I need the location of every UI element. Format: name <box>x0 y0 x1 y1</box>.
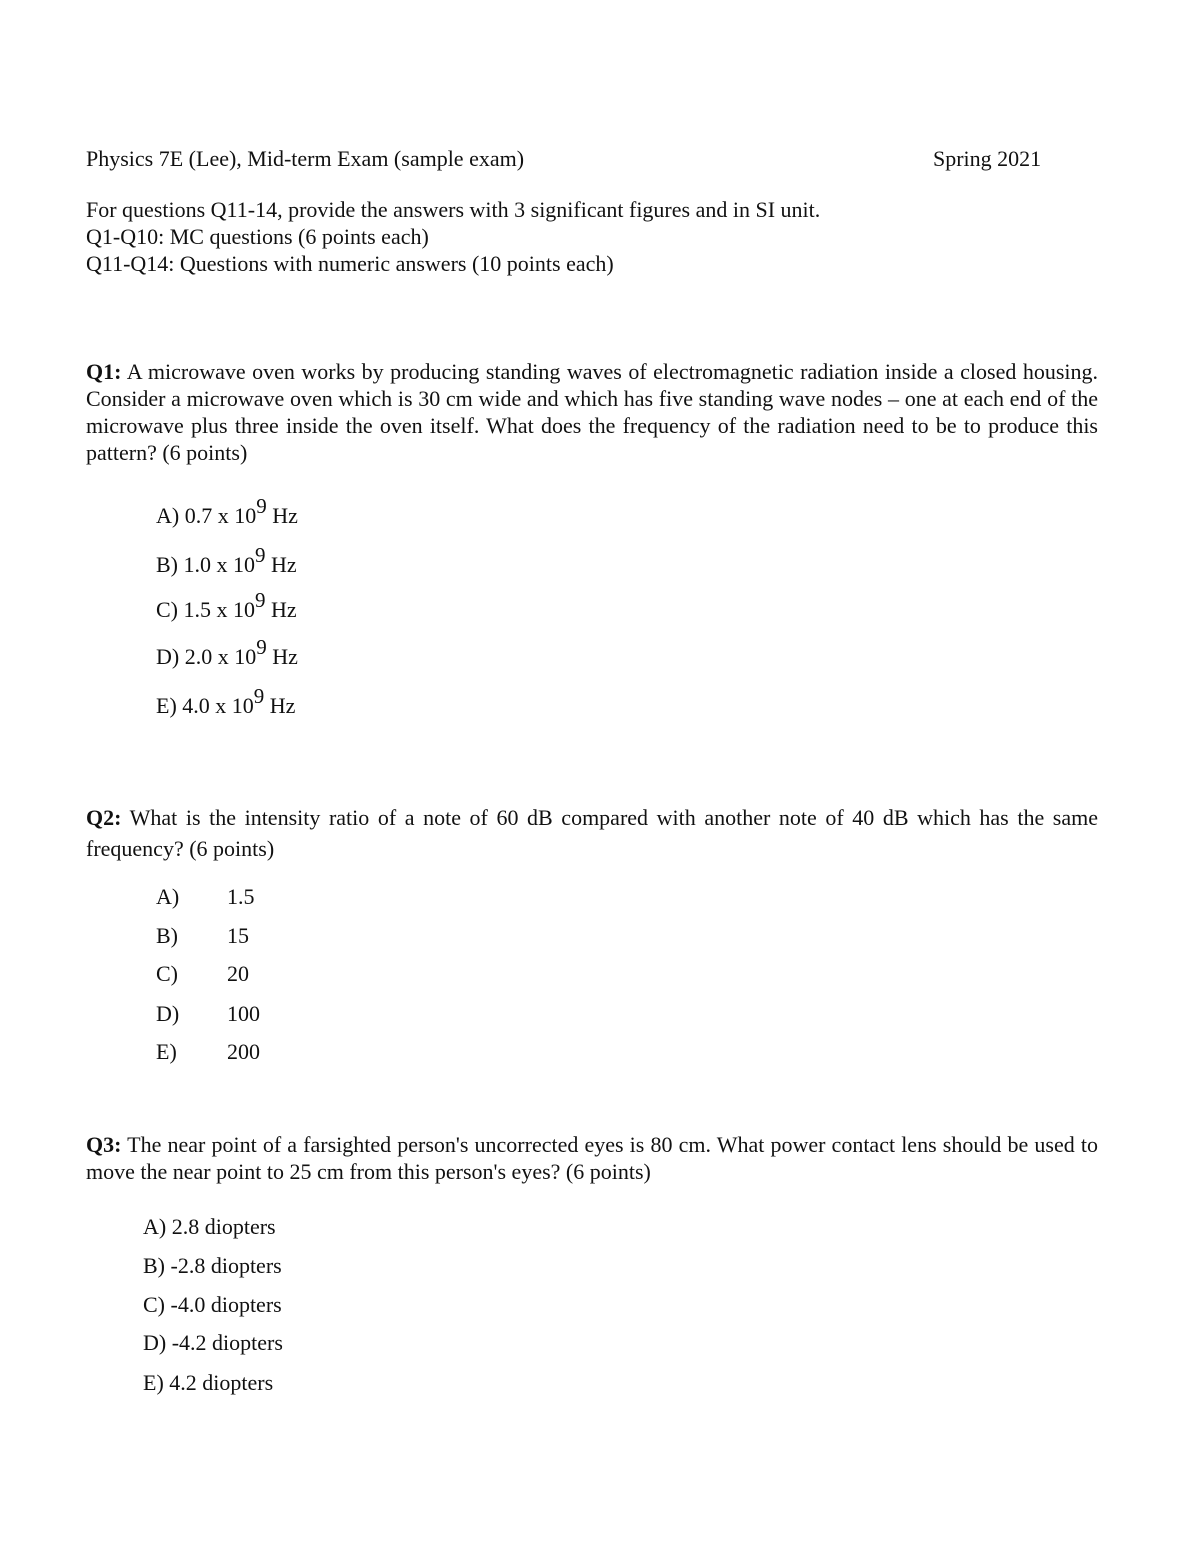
option-value: 15 <box>227 923 249 948</box>
q1-option-d[interactable] <box>156 635 298 671</box>
question-2 <box>86 802 1098 864</box>
q1-option-c[interactable] <box>156 588 297 624</box>
q2-option-a[interactable] <box>156 883 356 910</box>
option-mantissa: 0.7 x 10 <box>184 503 257 528</box>
question-label: Q1: <box>86 359 122 384</box>
option-letter: D) <box>156 1001 180 1026</box>
option-letter: C) <box>156 961 178 986</box>
q2-option-b[interactable] <box>156 922 356 949</box>
option-mantissa: 1.5 x 10 <box>183 597 255 622</box>
option-unit: Hz <box>272 644 298 669</box>
exam-title: Physics 7E (Lee), Mid-term Exam (sample exam) <box>86 146 525 171</box>
option-letter: B) <box>156 923 178 948</box>
instructions <box>86 196 1106 277</box>
q3-option-b[interactable]: B) -2.8 diopters <box>143 1253 282 1278</box>
instruction-line: Q1-Q10: MC questions (6 points each) <box>86 224 429 249</box>
option-letter: E) <box>156 693 177 718</box>
option-exponent: 9 <box>256 635 267 659</box>
question-1 <box>86 358 1098 466</box>
option-unit: Hz <box>269 693 296 718</box>
q3-option-a[interactable]: A) 2.8 diopters <box>143 1214 276 1239</box>
option-letter: A) <box>156 503 180 528</box>
option-letter: E) <box>156 1039 177 1064</box>
q2-option-c[interactable] <box>156 960 356 987</box>
exam-term: Spring 2021 <box>933 146 1042 171</box>
q3-option-e[interactable]: E) 4.2 diopters <box>143 1370 274 1395</box>
option-letter: D) <box>156 644 180 669</box>
question-label: Q3: <box>86 1132 122 1157</box>
option-value: 20 <box>227 961 249 986</box>
question-text: The near point of a farsighted person's uncorrected eyes is 80 cm. What power contact lens should be used to move the near point to 25 cm from this person's eyes? (6 points) <box>86 1132 1098 1184</box>
instruction-line: For questions Q11-14, provide the answers with 3 significant figures and in SI unit. <box>86 197 821 222</box>
q1-option-e[interactable] <box>156 684 296 720</box>
q2-option-e[interactable] <box>156 1038 356 1065</box>
option-value: 1.5 <box>227 884 255 909</box>
question-3 <box>86 1131 1098 1185</box>
q3-option-d[interactable]: D) -4.2 diopters <box>143 1330 283 1355</box>
q2-option-d[interactable] <box>156 1000 356 1027</box>
option-exponent: 9 <box>256 494 267 518</box>
option-unit: Hz <box>271 552 297 577</box>
option-letter: B) <box>156 552 178 577</box>
option-unit: Hz <box>271 597 297 622</box>
option-mantissa: 4.0 x 10 <box>182 693 254 718</box>
option-unit: Hz <box>272 503 298 528</box>
option-mantissa: 2.0 x 10 <box>184 644 257 669</box>
option-letter: A) <box>156 884 180 909</box>
q1-option-a[interactable] <box>156 494 298 530</box>
option-mantissa: 1.0 x 10 <box>183 552 255 577</box>
instruction-line: Q11-Q14: Questions with numeric answers (10 points each) <box>86 251 614 276</box>
question-label: Q2: <box>86 805 122 830</box>
q3-option-c[interactable]: C) -4.0 diopters <box>143 1292 282 1317</box>
option-value: 200 <box>227 1039 260 1064</box>
option-exponent: 9 <box>253 684 265 708</box>
option-exponent: 9 <box>255 588 266 612</box>
question-text: What is the intensity ratio of a note of 60 dB compared with another note of 40 dB which has the same frequency? (6 points) <box>86 805 1098 861</box>
q1-option-b[interactable] <box>156 543 297 579</box>
option-letter: C) <box>156 597 178 622</box>
question-text: A microwave oven works by producing standing waves of electromagnetic radiation inside a closed housing. Consider a microwave oven which is 30 cm wide and which has five standing wave nodes – one at each end of the microwave plus three inside the oven itself. What does the frequency of the radiation need to be to produce this pattern? (6 points) <box>86 359 1098 465</box>
option-exponent: 9 <box>255 543 266 567</box>
option-value: 100 <box>227 1001 260 1026</box>
